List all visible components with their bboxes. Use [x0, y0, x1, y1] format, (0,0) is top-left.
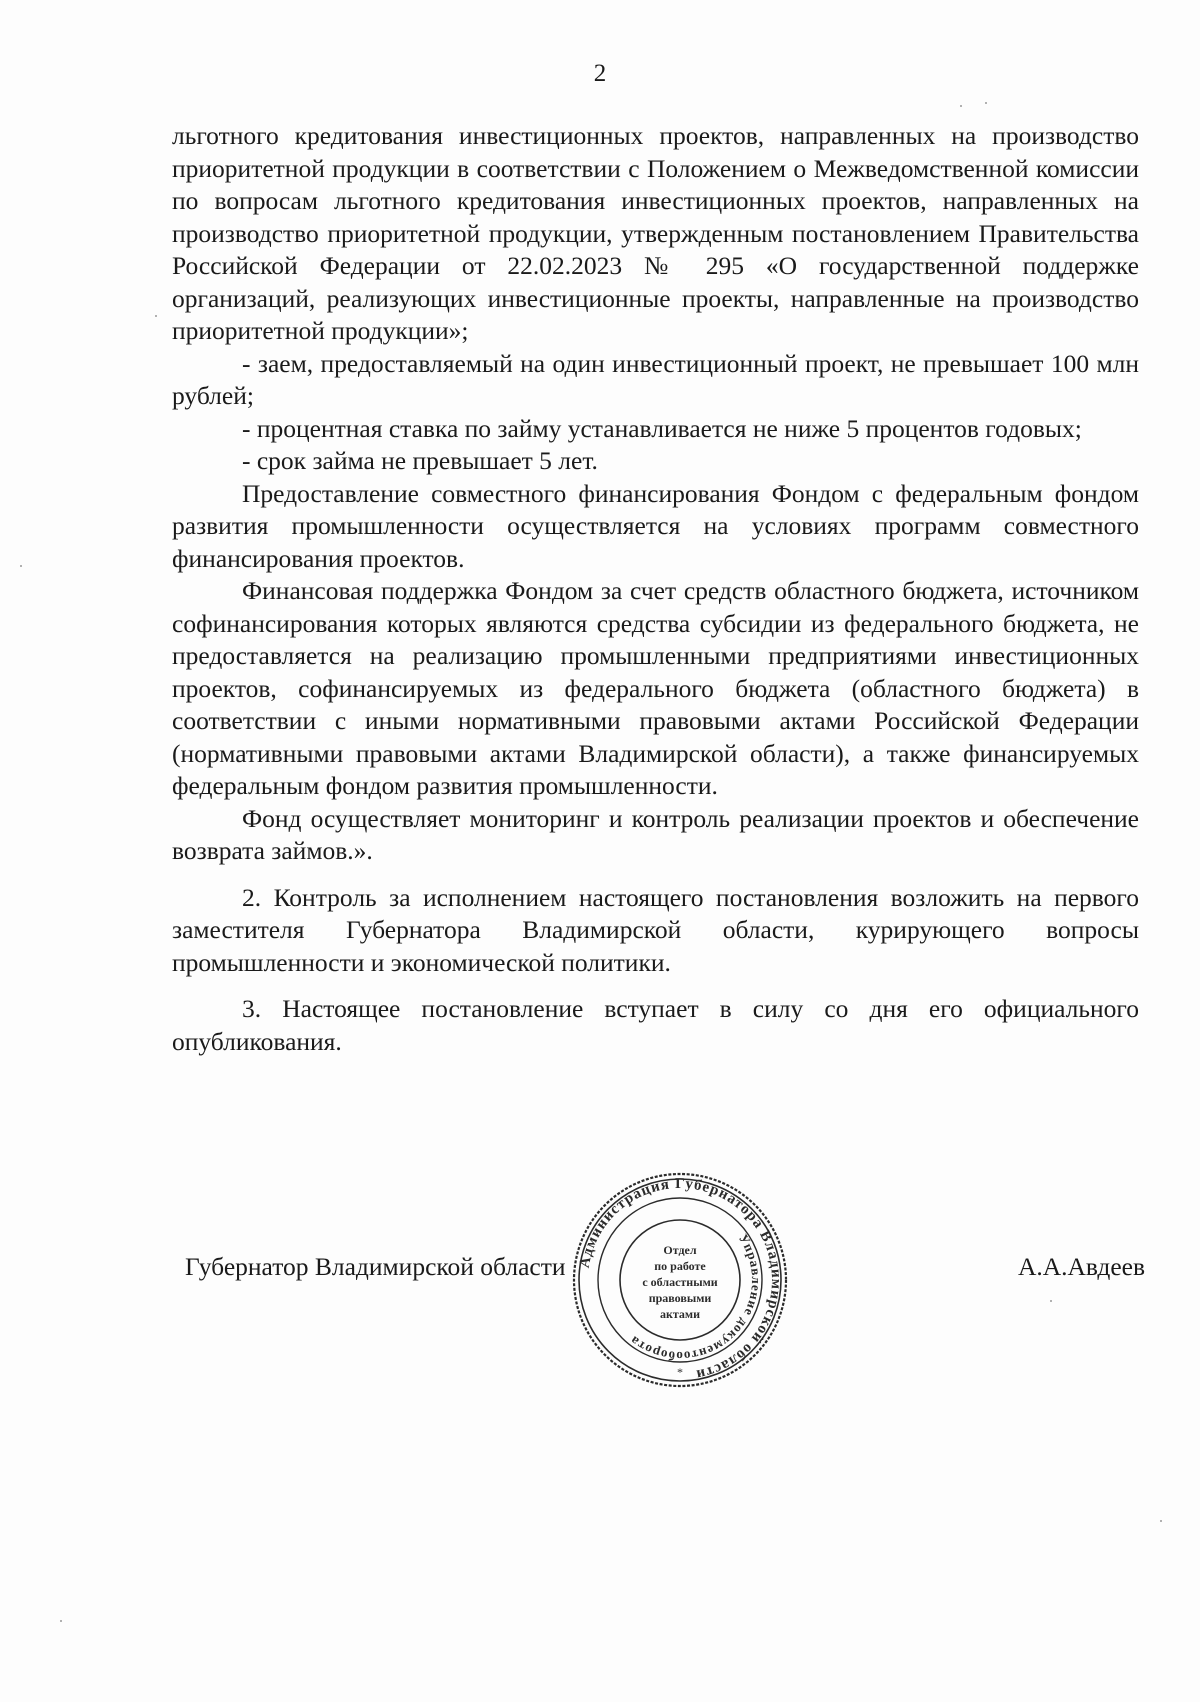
- stamp-outer-text: Администрация Губернатора Владимирской области: [576, 1175, 785, 1383]
- stamp-seal-graphic: [570, 1170, 790, 1390]
- stamp-star-icon: *: [677, 1365, 683, 1379]
- scan-speck: [1160, 1520, 1162, 1522]
- stamp-center-line: с областными: [642, 1275, 718, 1289]
- paragraph-monitoring: Фонд осуществляет мониторинг и контроль реализации проектов и обеспечение возврата займов.».: [172, 803, 1139, 865]
- scan-speck: [20, 565, 22, 567]
- scan-speck: [960, 105, 962, 107]
- scan-speck: [1050, 1300, 1052, 1302]
- paragraph-continuation: льготного кредитования инвестиционных проектов, направленных на производство приоритетной продукции в соответствии с Положением о Межведомственной комиссии по вопросам льготного кредитования инвестиционных проектов, направленных на производство приоритетной продукции, утвержденным постановлением Правительства Российской Федерации от 22.02.2023 № 295 «О государственной поддержке организаций, реализующих инвестиционные проекты, направленные на производство приоритетной продукции»;: [172, 121, 1139, 345]
- document-body: [172, 120, 1139, 1058]
- signatory-name: А.А.Авдеев: [1017, 1252, 1145, 1281]
- stamp-center-line: Отдел: [663, 1243, 697, 1257]
- official-stamp: [570, 1170, 790, 1390]
- paragraph-loan-amount: - заем, предоставляемый на один инвестиционный проект, не превышает 100 млн рублей;: [172, 348, 1139, 410]
- paragraph-financial-support: Финансовая поддержка Фондом за счет средств областного бюджета, источником софинансирования которых являются средства субсидии из федерального бюджета, не предоставляется на реализацию промышленными предприятиями инвестиционных проектов, софинансируемых из федерального бюджета (областного бюджета) в соответствии с иными нормативными правовыми актами Российской Федерации (нормативными правовыми актами Владимирской области), а также финансируемых федеральным фондом развития промышленности.: [172, 576, 1139, 800]
- scan-speck: [985, 102, 987, 104]
- stamp-center-line: по работе: [654, 1259, 706, 1273]
- stamp-center-line: правовыми: [648, 1291, 712, 1305]
- stamp-center-line: актами: [659, 1307, 701, 1321]
- scan-speck: [60, 1620, 62, 1622]
- stamp-inner-text: Управление документооборота: [626, 1231, 765, 1365]
- paragraph-loan-term: - срок займа не превышает 5 лет.: [242, 446, 598, 475]
- scan-speck: [155, 315, 157, 317]
- signatory-title: Губернатор Владимирской области: [185, 1252, 566, 1281]
- page-number: 2: [593, 60, 607, 87]
- paragraph-cofinancing: Предоставление совместного финансирования Фондом с федеральным фондом развития промышленности осуществляется на условиях программ совместного финансирования проектов.: [172, 478, 1139, 573]
- paragraph-control: 2. Контроль за исполнением настоящего постановления возложить на первого заместителя Губернатора Владимирской области, курирующего вопросы промышленности и экономической политики.: [172, 882, 1139, 977]
- paragraph-effective-date: 3. Настоящее постановление вступает в силу со дня его официального опубликования.: [172, 994, 1139, 1056]
- paragraph-interest-rate: - процентная ставка по займу устанавливается не ниже 5 процентов годовых;: [242, 413, 1082, 443]
